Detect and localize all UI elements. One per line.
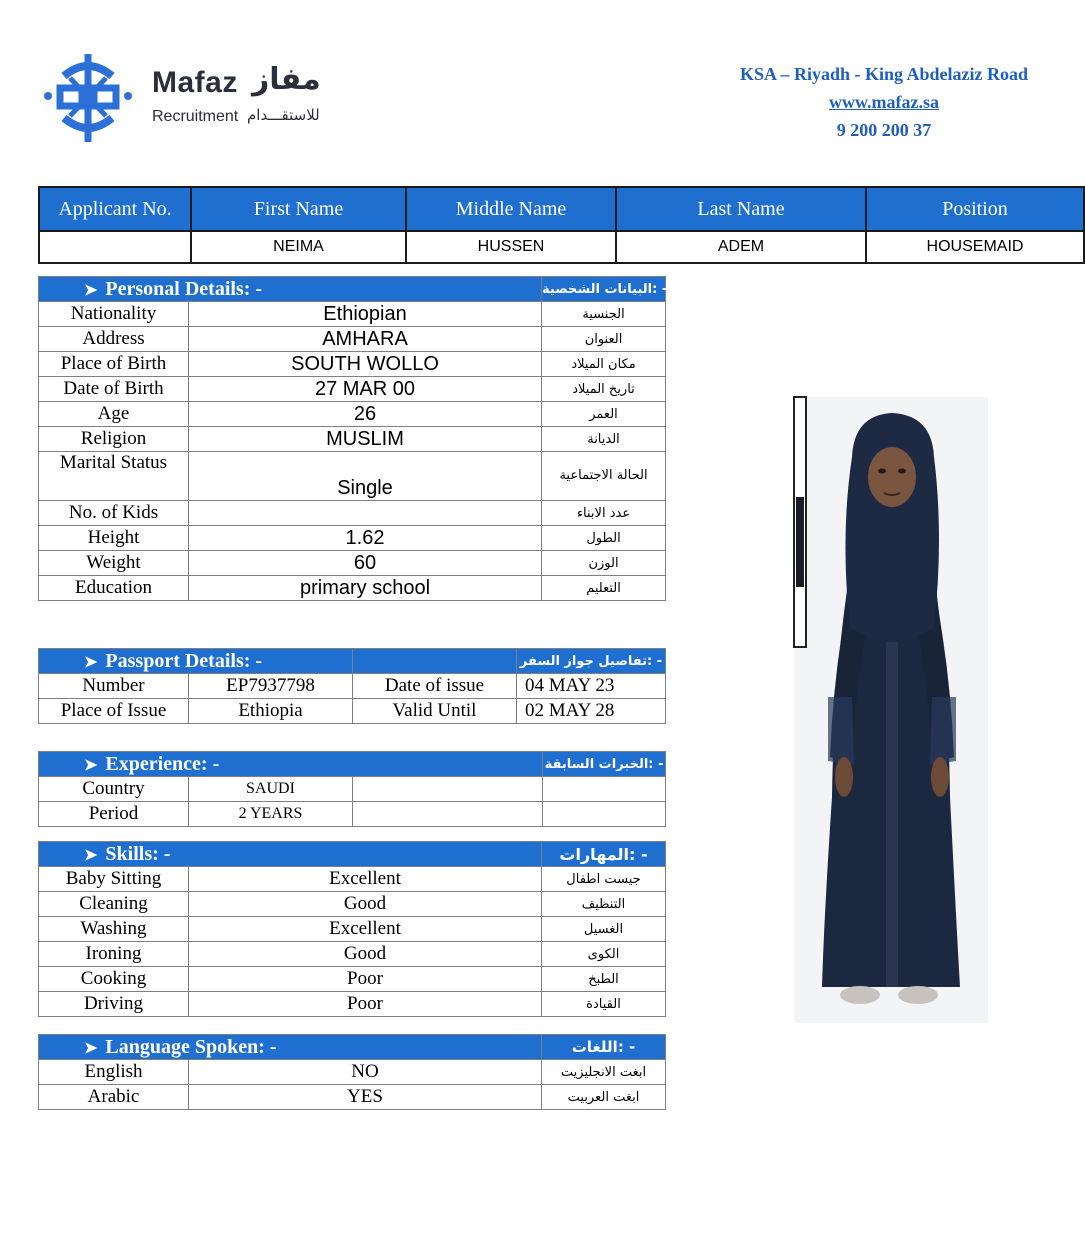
last-name-value: ADEM [616,231,866,263]
passport-number-value: EP7937798 [189,674,353,699]
skill-label-ar: الكوى [542,942,666,967]
skill-label-ar: جيست اطفال [542,867,666,892]
skills-title: ➤ Skills: - [39,842,542,867]
issue-date-label: Date of issue [353,674,517,699]
company-logo [42,48,362,148]
experience-title: ➤ Experience: - [39,752,543,777]
skill-label: Baby Sitting [39,867,189,892]
applicant-photo [794,397,988,1023]
passport-title-ar: تفاصيل جواز السفر: - [517,649,666,674]
experience-empty [543,777,666,802]
row-value: MUSLIM [189,427,542,452]
row-label: Weight [39,551,189,576]
skill-label-ar: التنظيف [542,892,666,917]
arrow-right-icon: ➤ [84,756,98,774]
row-label: No. of Kids [39,501,189,526]
skill-label: Driving [39,992,189,1017]
logo-name-en: Mafaz [152,66,238,99]
row-label-ar: الديانة [542,427,666,452]
experience-label: Period [39,802,189,827]
experience-empty [353,802,543,827]
language-value: NO [189,1060,542,1085]
row-value: primary school [189,576,542,601]
experience-empty [353,777,543,802]
header-first-name: First Name [191,187,406,231]
row-value: 60 [189,551,542,576]
row-label: Age [39,402,189,427]
row-label-ar: الوزن [542,551,666,576]
language-table [38,1034,666,1110]
row-label-ar: الطول [542,526,666,551]
skill-label-ar: الغسيل [542,917,666,942]
skill-label: Washing [39,917,189,942]
passport-details-table [38,648,666,724]
personal-details-table [38,276,666,601]
valid-until-value: 02 MAY 28 [517,699,666,724]
arrow-right-icon: ➤ [84,1039,98,1057]
experience-title-ar: الخبرات السابقة: - [543,752,666,777]
row-label-ar: الجنسية [542,302,666,327]
row-value [189,501,542,526]
skill-value: Poor [189,992,542,1017]
header-last-name: Last Name [616,187,866,231]
skill-value: Poor [189,967,542,992]
experience-value: SAUDI [189,777,353,802]
row-label-ar: مكان الميلاد [542,352,666,377]
place-of-issue-label: Place of Issue [39,699,189,724]
row-label-ar: تاريخ الميلاد [542,377,666,402]
row-label-ar: عدد الابناء [542,501,666,526]
row-label-ar: التعليم [542,576,666,601]
experience-value: 2 YEARS [189,802,353,827]
language-label-ar: ابغت الانجليزيت [542,1060,666,1085]
logo-sub-ar: للاستقـــدام [247,106,320,124]
language-label: Arabic [39,1085,189,1110]
passport-title-spacer [353,649,517,674]
skill-label: Ironing [39,942,189,967]
position-value: HOUSEMAID [866,231,1084,263]
row-label: Address [39,327,189,352]
personal-title: ➤ Personal Details: - [39,277,542,302]
row-value: Single [189,452,542,501]
place-of-issue-value: Ethiopia [189,699,353,724]
language-label-ar: ابغت العربيت [542,1085,666,1110]
row-value: 26 [189,402,542,427]
skill-value: Good [189,892,542,917]
row-value: Ethiopian [189,302,542,327]
row-label-ar: العنوان [542,327,666,352]
row-label: Place of Birth [39,352,189,377]
experience-label: Country [39,777,189,802]
skill-label: Cooking [39,967,189,992]
row-value: 27 MAR 00 [189,377,542,402]
row-label: Education [39,576,189,601]
row-label: Religion [39,427,189,452]
row-value: 1.62 [189,526,542,551]
skill-value: Excellent [189,917,542,942]
logo-name-ar: مفاز [252,62,321,97]
first-name-value: NEIMA [191,231,406,263]
middle-name-value: HUSSEN [406,231,616,263]
valid-until-label: Valid Until [353,699,517,724]
language-title: ➤ Language Spoken: - [39,1035,542,1060]
issue-date-value: 04 MAY 23 [517,674,666,699]
skills-table [38,841,666,1017]
header-applicant-no: Applicant No. [39,187,191,231]
row-label: Marital Status [39,452,189,501]
arrow-right-icon: ➤ [84,281,98,299]
row-value: AMHARA [189,327,542,352]
contact-address: KSA – Riyadh - King Abdelaziz Road [739,64,1029,84]
row-label-ar: العمر [542,402,666,427]
row-label: Nationality [39,302,189,327]
passport-number-label: Number [39,674,189,699]
row-value: SOUTH WOLLO [189,352,542,377]
skills-title-ar: المهارات: - [542,842,666,867]
skill-label-ar: الطبخ [542,967,666,992]
row-label-ar: الحالة الاجتماعية [542,452,666,501]
language-label: English [39,1060,189,1085]
personal-title-ar: البيانات الشخصية: - [542,277,666,302]
skill-label-ar: القيادة [542,992,666,1017]
applicant-no-value [39,231,191,263]
experience-empty [543,802,666,827]
skill-label: Cleaning [39,892,189,917]
row-label: Height [39,526,189,551]
header-position: Position [866,187,1084,231]
applicant-table [38,186,1085,264]
passport-title: ➤ Passport Details: - [39,649,353,674]
row-label: Date of Birth [39,377,189,402]
applicant-figure-image [794,397,988,1023]
language-title-ar: اللغات: - [542,1035,666,1060]
arrow-right-icon: ➤ [84,653,98,671]
skill-value: Good [189,942,542,967]
skill-value: Excellent [189,867,542,892]
language-value: YES [189,1085,542,1110]
website-link[interactable]: www.mafaz.sa [829,92,939,112]
arrow-right-icon: ➤ [84,846,98,864]
header-middle-name: Middle Name [406,187,616,231]
logo-sub-en: Recruitment [152,108,239,125]
contact-phone: 9 200 200 37 [836,120,932,140]
experience-table [38,751,666,827]
contact-block [714,60,1054,144]
logo-emblem-icon [42,48,134,148]
